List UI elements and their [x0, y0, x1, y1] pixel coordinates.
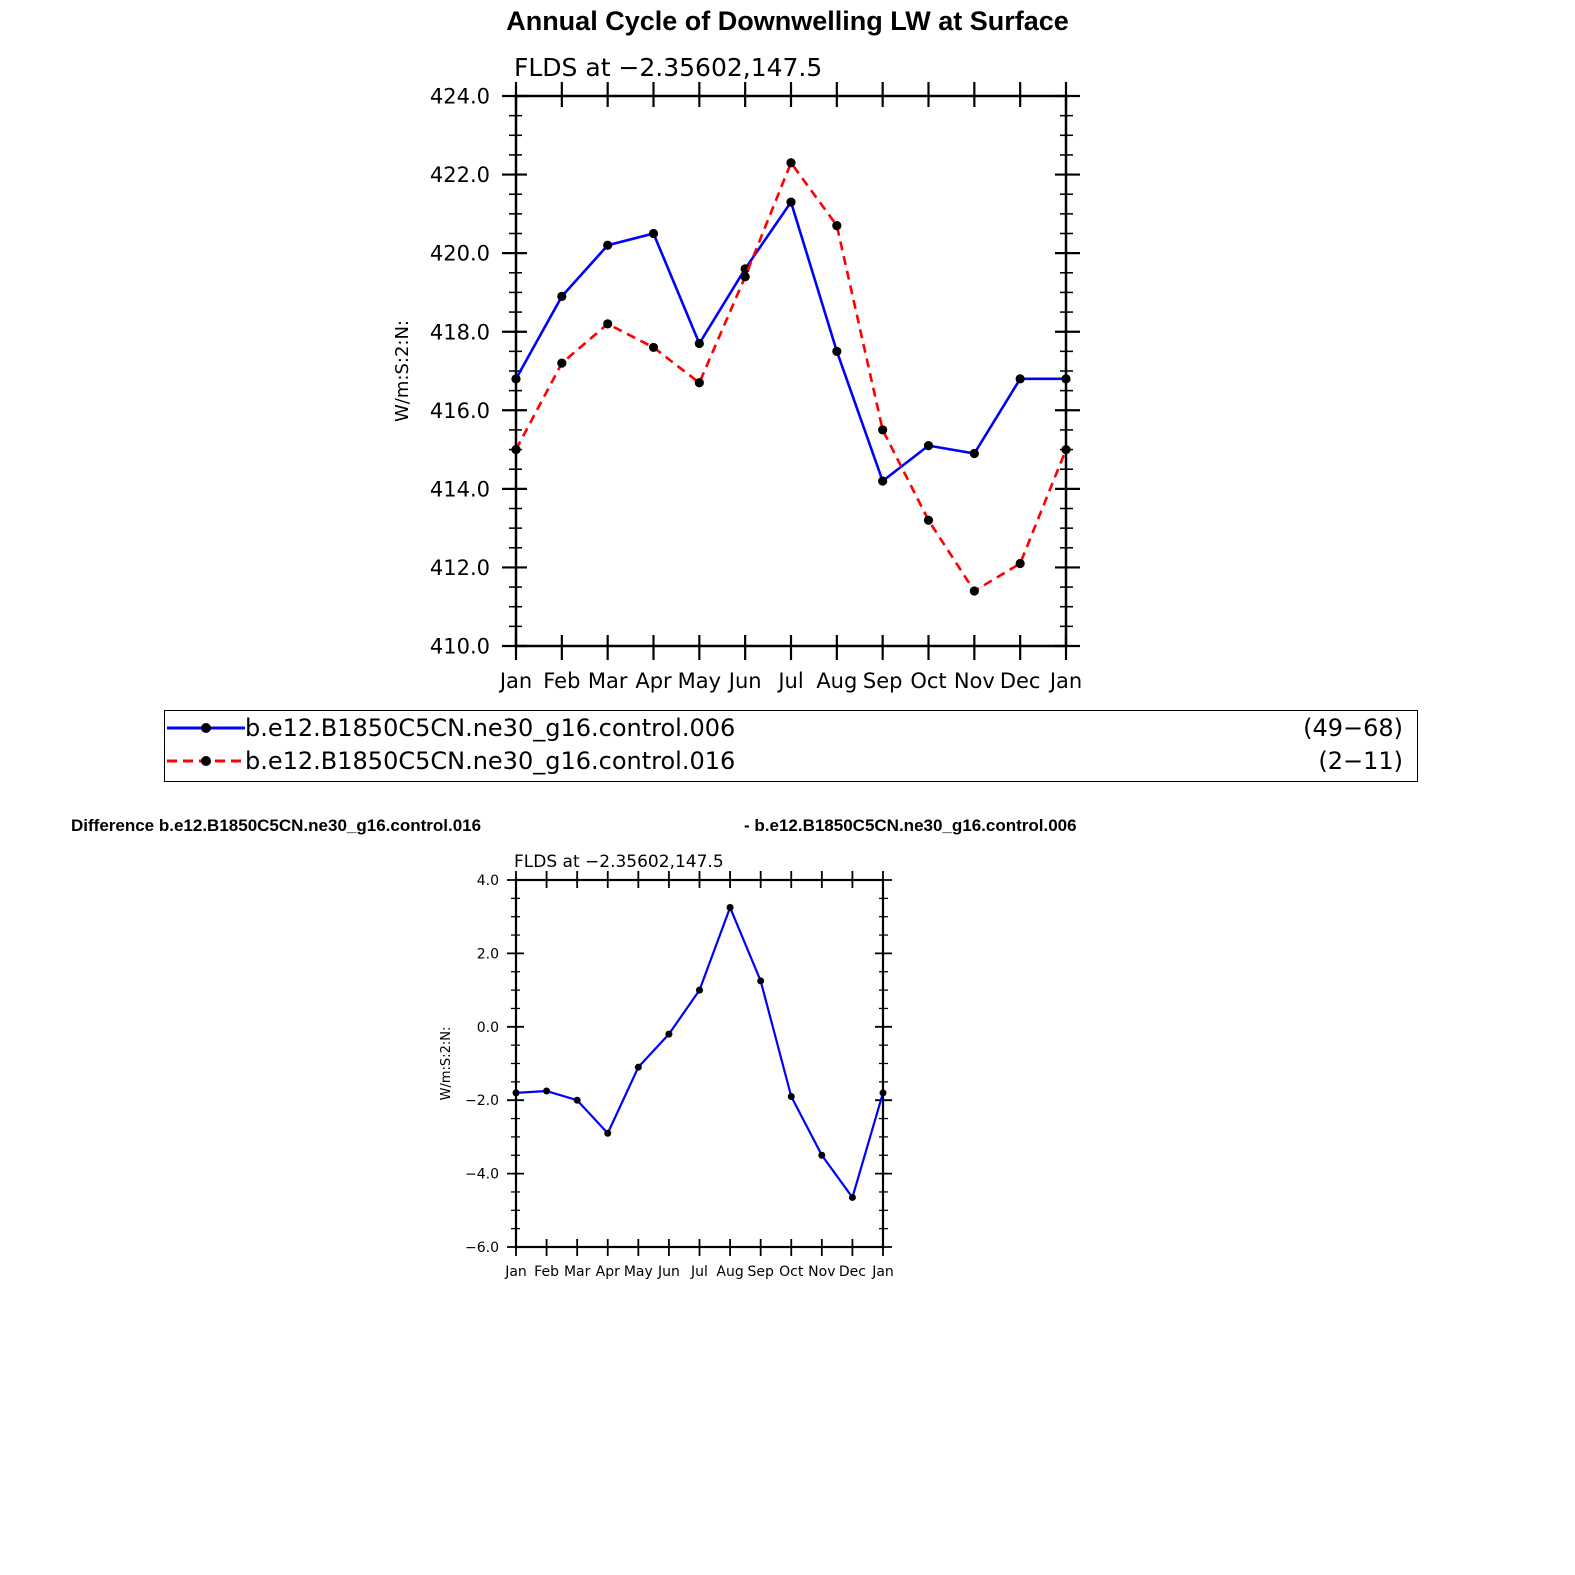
- data-point: [880, 1089, 887, 1096]
- series-line-1: [516, 163, 1066, 591]
- data-point: [878, 425, 887, 434]
- data-point: [649, 343, 658, 352]
- x-tick-label: Jan: [1049, 669, 1083, 693]
- chart-subtitle: FLDS at −2.35602,147.5: [514, 852, 724, 872]
- difference-chart: [0, 840, 1575, 1300]
- legend-period: (49−68): [1303, 714, 1403, 742]
- data-point: [649, 229, 658, 238]
- y-tick-label: 424.0: [429, 84, 490, 109]
- data-point: [924, 516, 933, 525]
- x-tick-label: Jul: [778, 669, 804, 693]
- y-tick-label: −4.0: [465, 1166, 499, 1183]
- data-point: [635, 1064, 642, 1071]
- legend-line-solid-blue: [165, 712, 247, 744]
- data-point: [788, 1093, 795, 1100]
- difference-title-right: - b.e12.B1850C5CN.ne30_g16.control.006: [744, 816, 1077, 835]
- series-line-0: [516, 908, 883, 1198]
- y-tick-label: 412.0: [429, 555, 490, 580]
- legend: [164, 710, 1418, 782]
- data-point: [574, 1097, 581, 1104]
- data-point: [878, 476, 887, 485]
- x-tick-label: Jan: [505, 1264, 527, 1280]
- x-tick-label: Dec: [838, 1264, 866, 1280]
- x-tick-label: Sep: [747, 1264, 774, 1280]
- x-tick-label: Feb: [534, 1264, 559, 1280]
- x-tick-label: Aug: [716, 1264, 744, 1280]
- y-axis-label: W/m:S:2:N:: [439, 1026, 454, 1101]
- x-tick-label: Feb: [543, 669, 581, 693]
- legend-label: b.e12.B1850C5CN.ne30_g16.control.016: [245, 747, 736, 775]
- data-point: [543, 1088, 550, 1095]
- x-tick-label: Jun: [657, 1264, 680, 1280]
- data-point: [832, 347, 841, 356]
- x-tick-label: Oct: [910, 669, 947, 693]
- data-point: [695, 378, 704, 387]
- legend-period: (2−11): [1318, 747, 1403, 775]
- x-tick-label: Apr: [595, 1264, 620, 1280]
- data-point: [696, 987, 703, 994]
- y-axis-label: W/m:S:2:N:: [392, 320, 413, 422]
- legend-line-dashed-red: [165, 745, 247, 777]
- data-point: [557, 292, 566, 301]
- data-point: [695, 339, 704, 348]
- legend-label: b.e12.B1850C5CN.ne30_g16.control.006: [245, 714, 736, 742]
- y-tick-label: 420.0: [429, 241, 490, 266]
- data-point: [727, 904, 734, 911]
- data-point: [511, 374, 520, 383]
- x-tick-label: Sep: [862, 669, 903, 693]
- data-point: [1016, 374, 1025, 383]
- x-tick-label: Nov: [953, 669, 995, 693]
- y-tick-label: 4.0: [476, 873, 499, 890]
- data-point: [513, 1089, 520, 1096]
- y-tick-label: −6.0: [465, 1240, 499, 1257]
- legend-entry-control-006: [165, 712, 1417, 744]
- x-tick-label: Nov: [808, 1264, 836, 1280]
- data-point: [970, 449, 979, 458]
- x-tick-label: Dec: [999, 669, 1041, 693]
- chart-subtitle: FLDS at −2.35602,147.5: [514, 53, 823, 82]
- x-tick-label: Oct: [779, 1264, 804, 1280]
- data-point: [603, 241, 612, 250]
- y-tick-label: 0.0: [476, 1019, 499, 1036]
- data-point: [757, 977, 764, 984]
- x-tick-label: Jun: [728, 669, 762, 693]
- y-tick-label: 422.0: [429, 163, 490, 188]
- data-point: [741, 272, 750, 281]
- x-tick-label: Aug: [816, 669, 858, 693]
- data-point: [1061, 374, 1070, 383]
- annual-cycle-chart: [0, 0, 1575, 700]
- plot-frame: [516, 880, 883, 1247]
- data-point: [1016, 559, 1025, 568]
- y-tick-label: 418.0: [429, 320, 490, 345]
- legend-entry-control-016: [165, 745, 1417, 777]
- data-point: [604, 1130, 611, 1137]
- x-tick-label: Jan: [499, 669, 533, 693]
- data-point: [603, 319, 612, 328]
- data-point: [786, 197, 795, 206]
- data-point: [557, 359, 566, 368]
- x-tick-label: May: [677, 669, 722, 693]
- data-point: [665, 1031, 672, 1038]
- x-tick-label: Apr: [635, 669, 672, 693]
- data-point: [786, 158, 795, 167]
- x-tick-label: Jan: [872, 1264, 894, 1280]
- plot-frame: [516, 96, 1066, 646]
- y-tick-label: −2.0: [465, 1093, 499, 1110]
- x-tick-label: Mar: [587, 669, 628, 693]
- y-tick-label: 410.0: [429, 634, 490, 659]
- data-point: [970, 586, 979, 595]
- data-point: [818, 1152, 825, 1159]
- data-point: [832, 221, 841, 230]
- difference-title-left: Difference b.e12.B1850C5CN.ne30_g16.control.016: [71, 816, 482, 835]
- y-tick-label: 414.0: [429, 477, 490, 502]
- y-tick-label: 2.0: [476, 946, 499, 963]
- data-point: [511, 445, 520, 454]
- series-line-0: [516, 202, 1066, 481]
- x-tick-label: May: [623, 1264, 653, 1280]
- y-tick-label: 416.0: [429, 398, 490, 423]
- page-title: Annual Cycle of Downwelling LW at Surface: [506, 6, 1069, 36]
- data-point: [924, 441, 933, 450]
- data-point: [849, 1194, 856, 1201]
- data-point: [1061, 445, 1070, 454]
- x-tick-label: Jul: [691, 1264, 708, 1280]
- x-tick-label: Mar: [563, 1264, 591, 1280]
